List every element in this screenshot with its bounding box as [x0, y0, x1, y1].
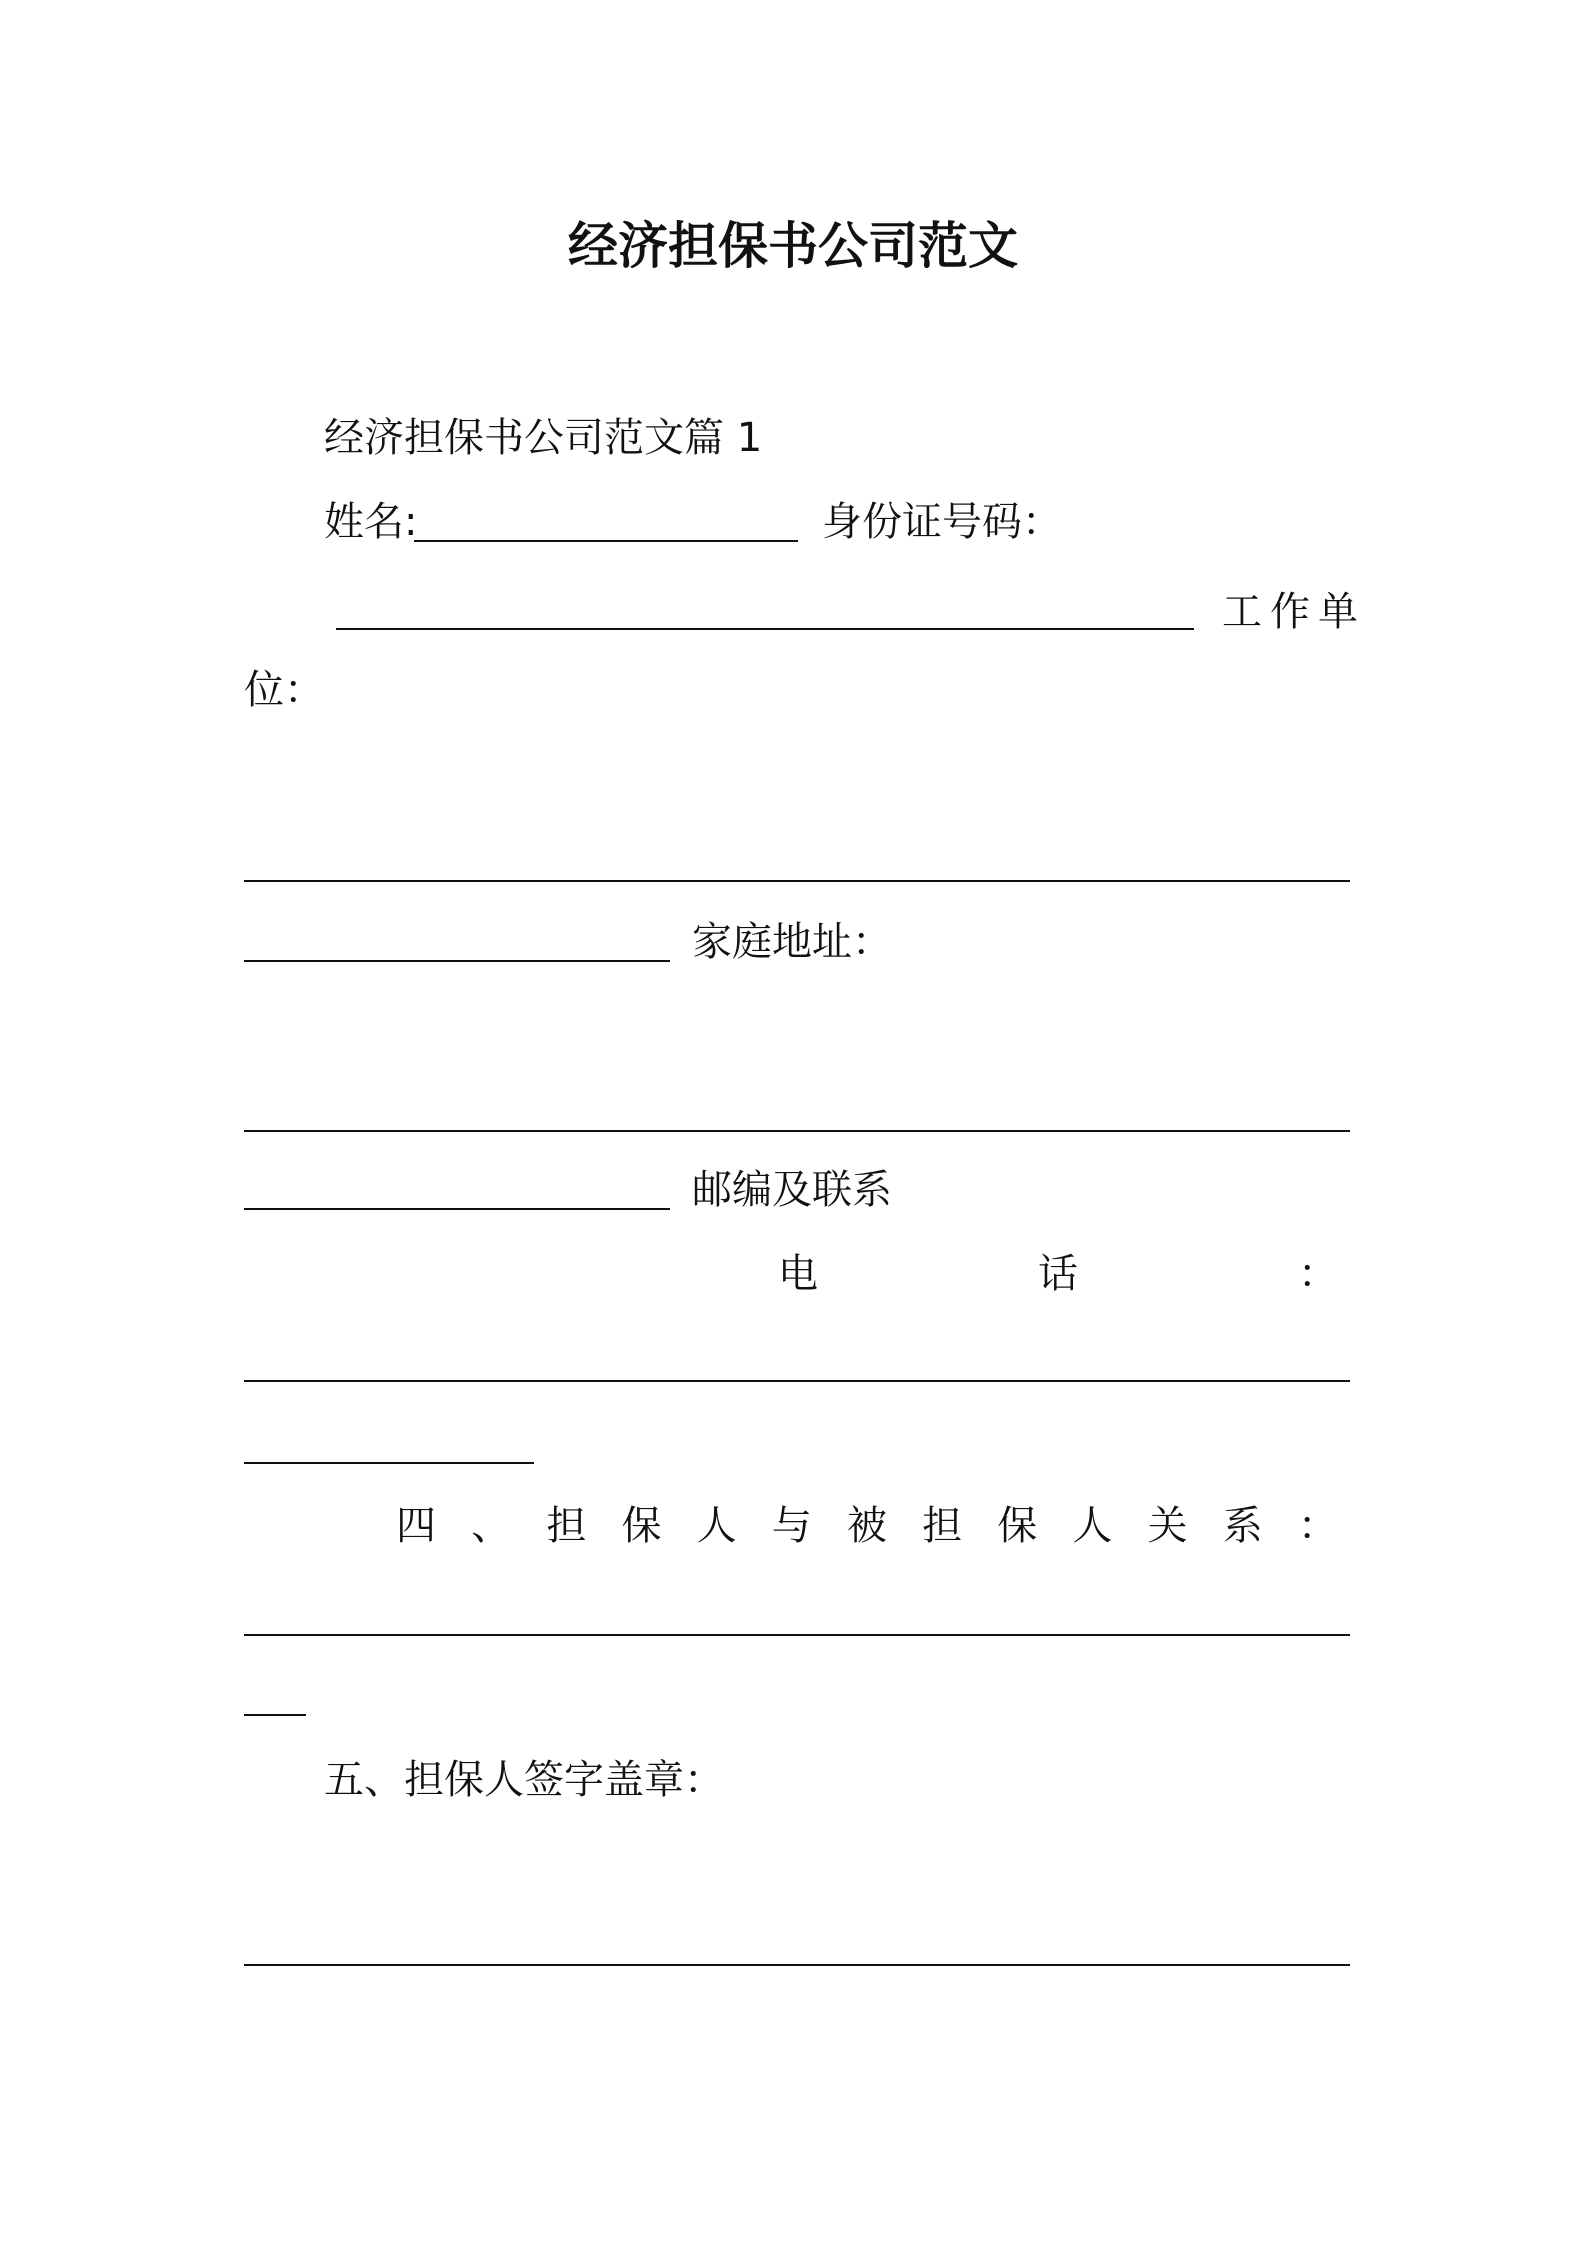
relationship-blank-line-end: [244, 1714, 306, 1716]
item-four-char: 担: [922, 1503, 963, 1549]
section-heading: 经济担保书公司范文篇 1: [324, 415, 763, 461]
phone-label: [778, 1250, 1338, 1298]
work-unit-label-part1: 工作单: [1222, 589, 1366, 635]
item-four-char: 系: [1222, 1503, 1263, 1549]
item-five-label: 五、担保人签字盖章：: [324, 1757, 724, 1803]
id-number-label: 身份证号码：: [822, 499, 1062, 545]
item-four-label: [396, 1502, 1338, 1550]
item-four-char: 被: [846, 1503, 887, 1549]
id-number-blank-line: [336, 628, 1194, 630]
work-unit-label-part2: 位：: [244, 667, 324, 713]
phone-label-char: 电: [778, 1251, 818, 1297]
item-four-char: 保: [621, 1503, 662, 1549]
work-unit-blank-line: [244, 880, 1350, 882]
item-four-char: 、: [471, 1503, 512, 1549]
item-four-char: 关: [1147, 1503, 1188, 1549]
phone-blank-line: [244, 1380, 1350, 1382]
item-four-char: 与: [771, 1503, 812, 1549]
relationship-blank-line: [244, 1634, 1350, 1636]
home-address-blank-line-end: [244, 1208, 670, 1210]
postcode-contact-label: 邮编及联系: [692, 1167, 892, 1213]
phone-label-char: 话: [1038, 1251, 1078, 1297]
home-address-blank-line: [244, 1130, 1350, 1132]
item-four-char: ：: [1297, 1503, 1338, 1549]
phone-blank-line-end: [244, 1462, 534, 1464]
item-four-char: 保: [997, 1503, 1038, 1549]
name-label: 姓名:: [324, 499, 418, 545]
name-blank-line: [414, 540, 798, 542]
item-four-char: 担: [546, 1503, 587, 1549]
signature-blank-line: [244, 1964, 1350, 1966]
item-four-char: 四: [396, 1503, 436, 1549]
item-four-char: 人: [696, 1503, 737, 1549]
document-title: 经济担保书公司范文: [568, 217, 1018, 275]
item-four-char: 人: [1072, 1503, 1113, 1549]
home-address-label: 家庭地址：: [692, 919, 892, 965]
phone-label-char: ：: [1298, 1251, 1338, 1297]
work-unit-blank-line-end: [244, 960, 670, 962]
